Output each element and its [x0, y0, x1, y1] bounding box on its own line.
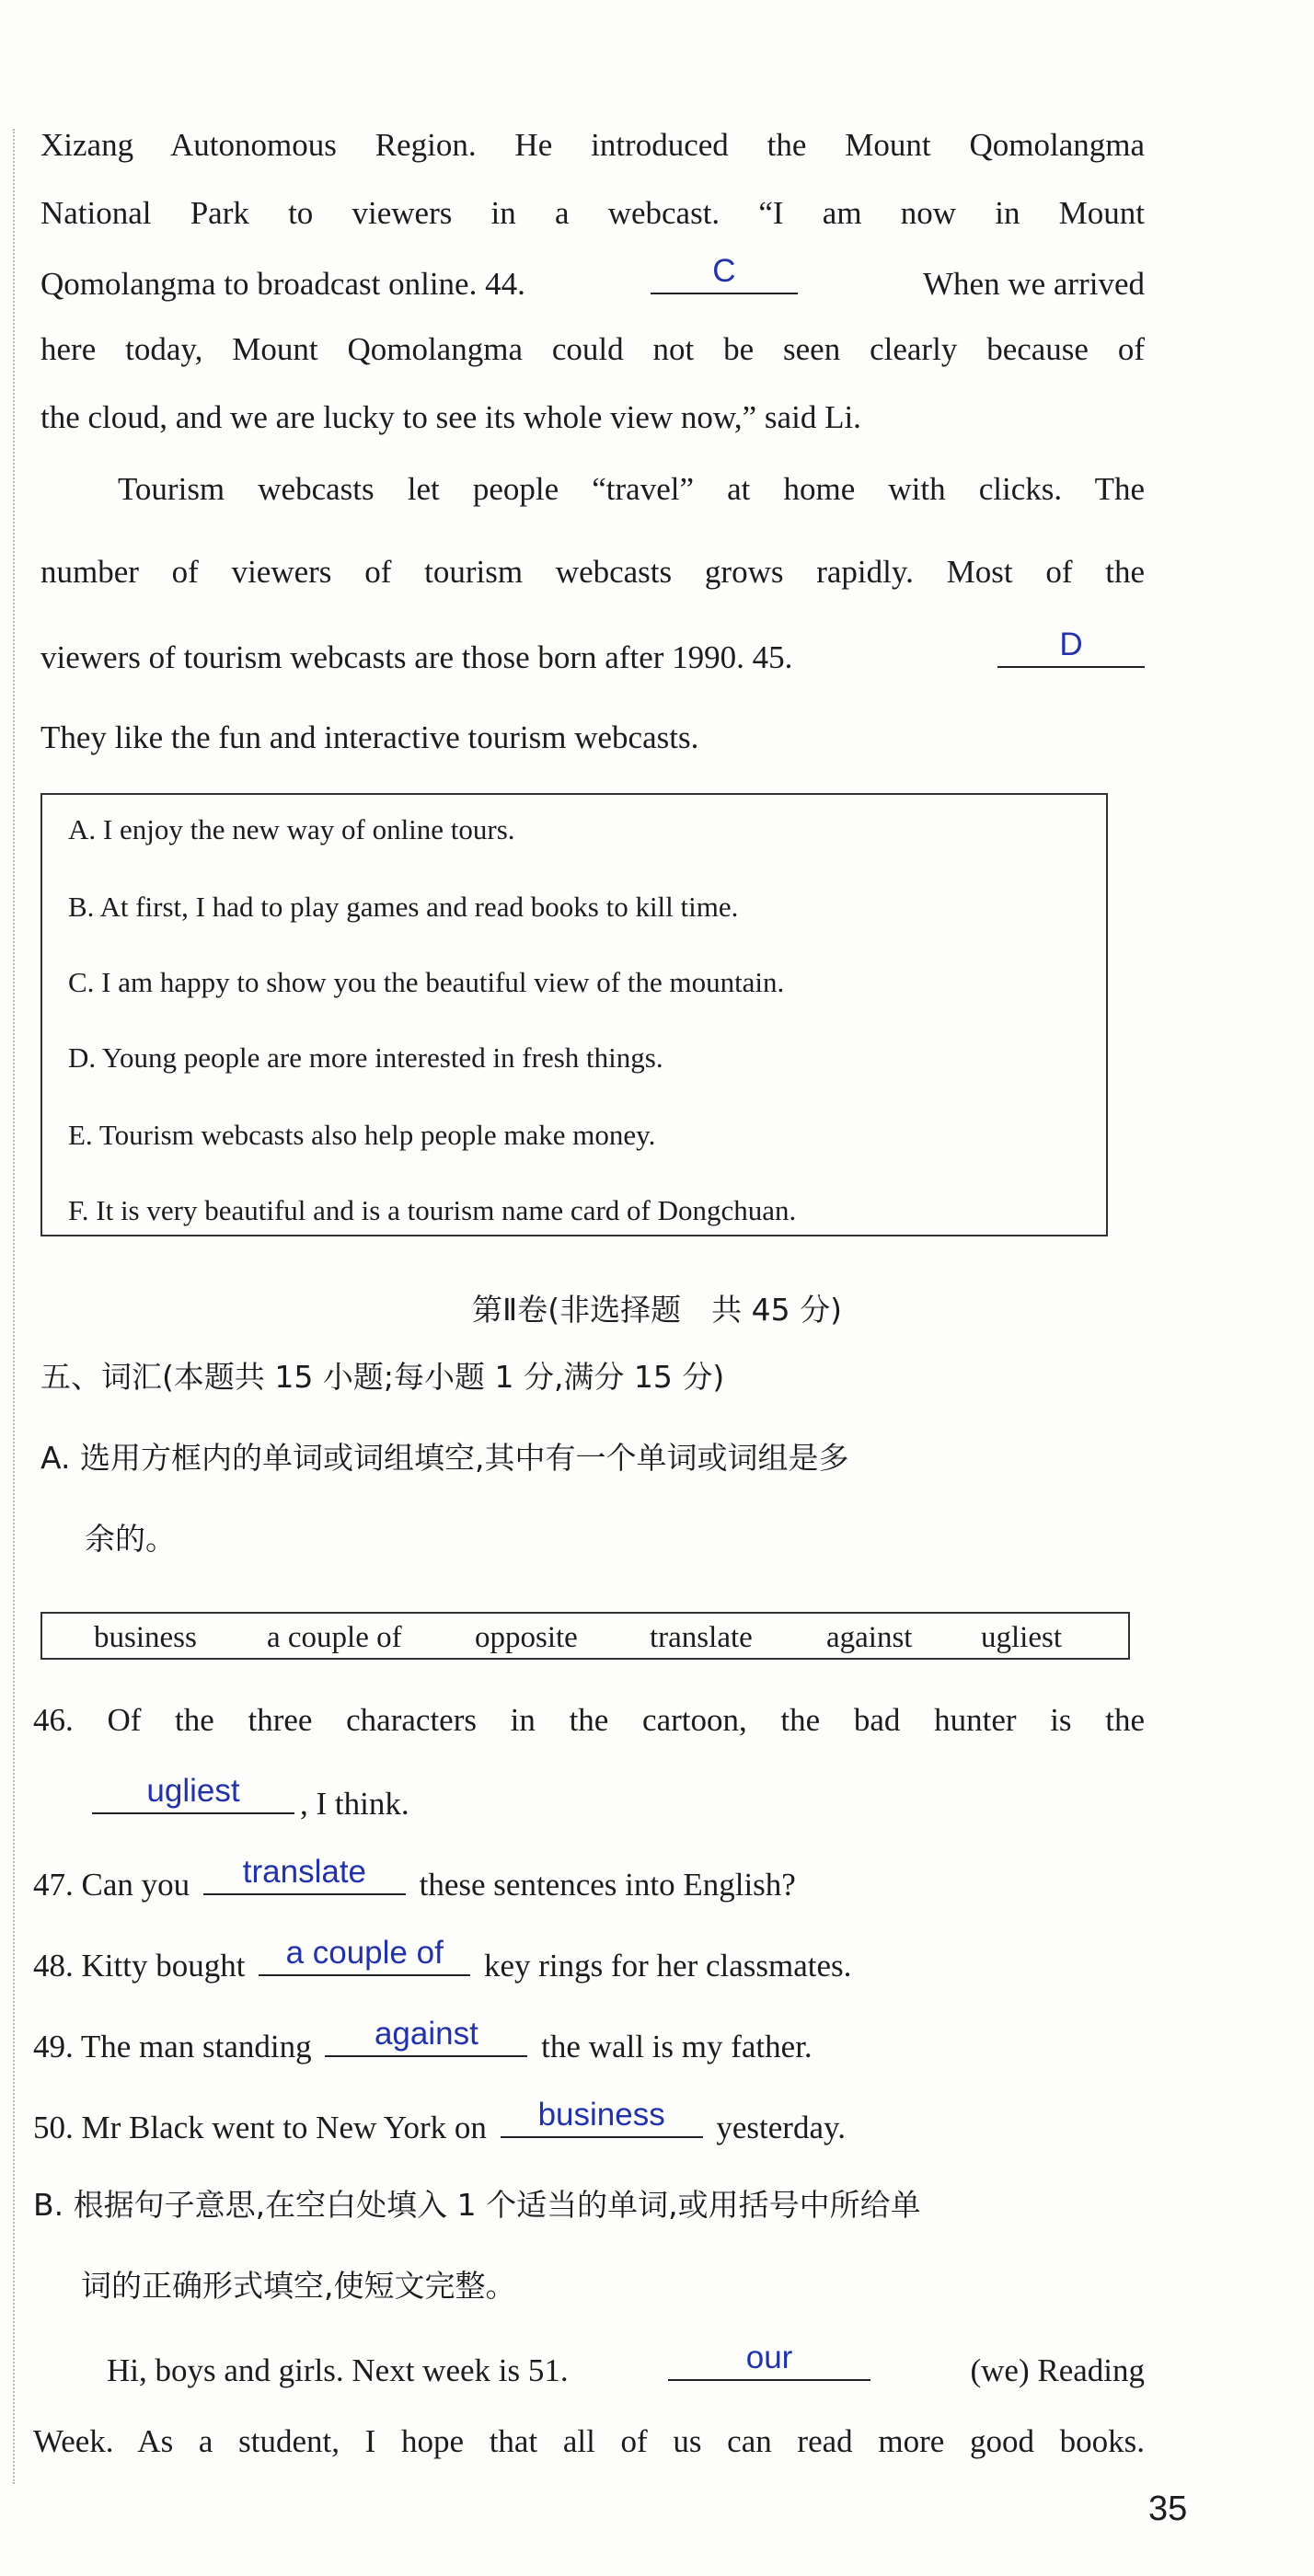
passage-line-6: Tourism webcasts let people “travel” at home with clicks. The — [118, 471, 1145, 507]
question-51-tail: (we) Reading — [970, 2352, 1145, 2388]
passage-line-9: They like the fun and interactive tourism webcasts. — [40, 719, 699, 755]
passage-line-8 — [40, 627, 1145, 675]
blank-46[interactable] — [92, 1773, 294, 1814]
passage-line-3-text: Qomolangma to broadcast online. 44. — [40, 266, 525, 302]
word-bank-item: against — [826, 1621, 913, 1654]
word-bank-box — [40, 1612, 1130, 1660]
blank-45[interactable] — [997, 627, 1145, 668]
option-f: F. It is very beautiful and is a tourism name card of Dongchuan. — [68, 1194, 797, 1226]
answer-50: business — [537, 2097, 665, 2133]
question-51-text: Hi, boys and girls. Next week is 51. — [107, 2352, 569, 2388]
word-bank-item: opposite — [475, 1621, 578, 1654]
blank-47[interactable] — [203, 1854, 406, 1895]
part-a-instruction-1: A. 选用方框内的单词或词组填空,其中有一个单词或词组是多 — [40, 1440, 849, 1476]
part-a-instruction-2: 余的。 — [85, 1521, 176, 1557]
passage-line-1: Xizang Autonomous Region. He introduced the Mount Qomolangma — [40, 127, 1145, 163]
option-d: D. Young people are more interested in fresh things. — [68, 1041, 663, 1074]
question-48-tail: key rings for her classmates. — [483, 1948, 852, 1984]
passage-line-2: National Park to viewers in a webcast. “I am now in Mount — [40, 195, 1145, 231]
question-50-tail: yesterday. — [716, 2110, 846, 2145]
question-49-tail: the wall is my father. — [541, 2029, 813, 2064]
answer-48: a couple of — [285, 1935, 444, 1971]
blank-49[interactable] — [325, 2016, 527, 2057]
blank-48[interactable] — [259, 1935, 470, 1976]
passage-last-line: Week. As a student, I hope that all of us can read more good books. — [33, 2423, 1145, 2459]
answer-46: ugliest — [146, 1773, 240, 1809]
answer-45: D — [1059, 627, 1083, 662]
passage-line-3 — [40, 253, 1145, 302]
passage-line-4: here today, Mount Qomolangma could not be seen clearly because of — [40, 331, 1145, 367]
passage-line-7: number of viewers of tourism webcasts grows rapidly. Most of the — [40, 554, 1145, 590]
question-46-line-2 — [92, 1773, 1196, 1822]
question-50 — [33, 2097, 1137, 2145]
question-48 — [33, 1935, 1137, 1984]
option-c: C. I am happy to show you the beautiful view of the mountain. — [68, 966, 785, 998]
question-49 — [33, 2016, 1137, 2064]
question-51 — [107, 2340, 1145, 2388]
blank-51[interactable] — [668, 2340, 870, 2381]
passage-line-3-tail: When we arrived — [923, 266, 1145, 302]
blank-44[interactable] — [651, 253, 798, 294]
question-50-text: 50. Mr Black went to New York on — [33, 2110, 487, 2145]
passage-line-5: the cloud, and we are lucky to see its whole view now,” said Li. — [40, 399, 861, 435]
options-box — [40, 793, 1108, 1236]
word-bank-item: a couple of — [267, 1621, 402, 1654]
passage-line-8-text: viewers of tourism webcasts are those born after 1990. 45. — [40, 639, 793, 675]
answer-51: our — [745, 2340, 793, 2375]
page-number: 35 — [1148, 2490, 1188, 2528]
question-47 — [33, 1854, 1137, 1903]
blank-50[interactable] — [501, 2097, 703, 2138]
question-49-text: 49. The man standing — [33, 2029, 312, 2064]
part-b-instruction-2: 词的正确形式填空,使短文完整。 — [81, 2268, 516, 2304]
option-a: A. I enjoy the new way of online tours. — [68, 813, 515, 845]
word-bank-item: ugliest — [981, 1621, 1062, 1654]
part-five-heading: 五、词汇(本题共 15 小题;每小题 1 分,满分 15 分) — [40, 1359, 725, 1395]
question-47-tail: these sentences into English? — [419, 1867, 796, 1903]
question-46-line-1: 46. Of the three characters in the cartoon, the bad hunter is the — [33, 1702, 1145, 1738]
word-bank-item: business — [94, 1621, 197, 1654]
word-bank-item: translate — [650, 1621, 753, 1654]
answer-44: C — [712, 253, 736, 289]
answer-47: translate — [242, 1854, 367, 1890]
answer-49: against — [374, 2016, 478, 2052]
option-b: B. At first, I had to play games and read books to kill time. — [68, 891, 739, 923]
part-b-instruction-1: B. 根据句子意思,在空白处填入 1 个适当的单词,或用括号中所给单 — [33, 2187, 921, 2223]
question-47-text: 47. Can you — [33, 1867, 190, 1903]
option-e: E. Tourism webcasts also help people make money. — [68, 1119, 656, 1151]
section-title: 第Ⅱ卷(非选择题 共 45 分) — [472, 1292, 842, 1328]
question-46-tail: , I think. — [300, 1786, 409, 1822]
question-48-text: 48. Kitty bought — [33, 1948, 246, 1984]
